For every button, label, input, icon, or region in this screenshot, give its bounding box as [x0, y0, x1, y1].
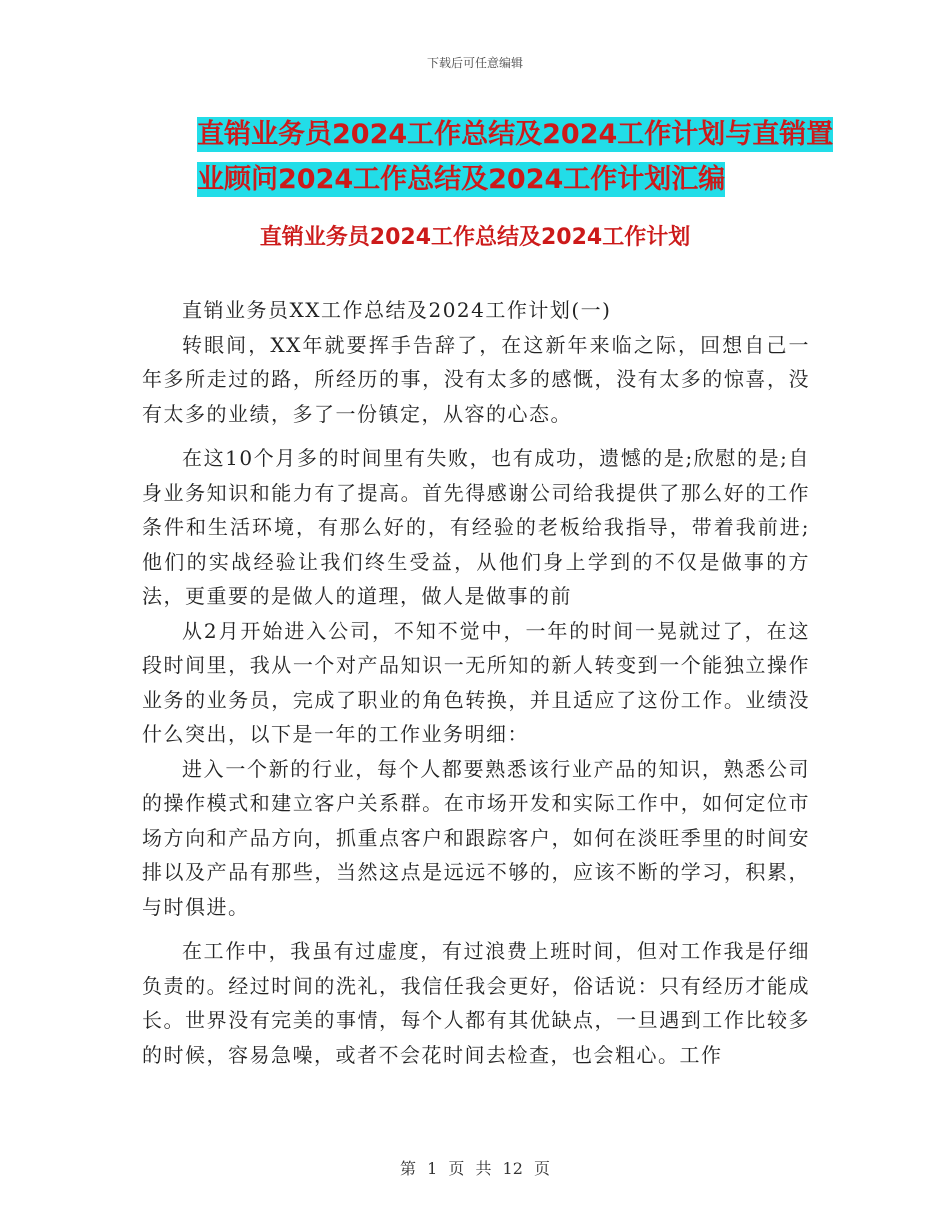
- document-title-line-2: [145, 157, 835, 202]
- section-title: 直销业务员2024工作总结及2024工作计划: [259, 225, 691, 250]
- paragraph: 在工作中，我虽有过虚度，有过浪费上班时间，但对工作我是仔细负责的。经过时间的洗礼，我信任我会更好，俗话说：只有经历才能成长。世界没有完美的事情，每个人都有其优缺点，一旦遇到工作比较多的时候，容易急噪，或者不会花时间去检查，也会粗心。工作: [142, 939, 810, 1067]
- page-number-footer: 第 1 页 共 12 页: [400, 1159, 550, 1178]
- paragraph-subtitle: 直销业务员XX工作总结及2024工作计划(一): [182, 298, 612, 322]
- paragraph: 在这10个月多的时间里有失败，也有成功，遗憾的是;欣慰的是;自身业务知识和能力有了提高。首先得感谢公司给我提供了那么好的工作条件和生活环境，有那么好的，有经验的老板给我指导，带着我前进;他们的实战经验让我们终生受益，从他们身上学到的不仅是做事的方法，更重要的是做人的道理，做人是做事的前: [142, 446, 810, 608]
- paragraph: 进入一个新的行业，每个人都要熟悉该行业产品的知识，熟悉公司的操作模式和建立客户关系群。在市场开发和实际工作中，如何定位市场方向和产品方向，抓重点客户和跟踪客户，如何在淡旺季里的时间安排以及产品有那些，当然这点是远远不够的，应该不断的学习，积累，与时俱进。: [142, 756, 810, 919]
- title-highlight-2: 业顾问2024工作总结及2024工作计划汇编: [197, 164, 726, 195]
- document-title-line-1: [145, 112, 835, 157]
- paragraph: 转眼间，XX年就要挥手告辞了，在这新年来临之际，回想自己一年多所走过的路，所经历的事，没有太多的感慨，没有太多的惊喜，没有太多的业绩，多了一份镇定，从容的心态。: [142, 332, 810, 426]
- document-body: [142, 293, 810, 1072]
- title-highlight-1: 直销业务员2024工作总结及2024工作计划与直销置: [197, 119, 834, 150]
- document-title: [145, 112, 835, 202]
- header-note: 下载后可任意编辑: [426, 56, 523, 70]
- paragraph: 从2月开始进入公司，不知不觉中，一年的时间一晃就过了，在这段时间里，我从一个对产品知识一无所知的新人转变到一个能独立操作业务的业务员，完成了职业的角色转换，并且适应了这份工作。业绩没什么突出，以下是一年的工作业务明细：: [142, 618, 810, 746]
